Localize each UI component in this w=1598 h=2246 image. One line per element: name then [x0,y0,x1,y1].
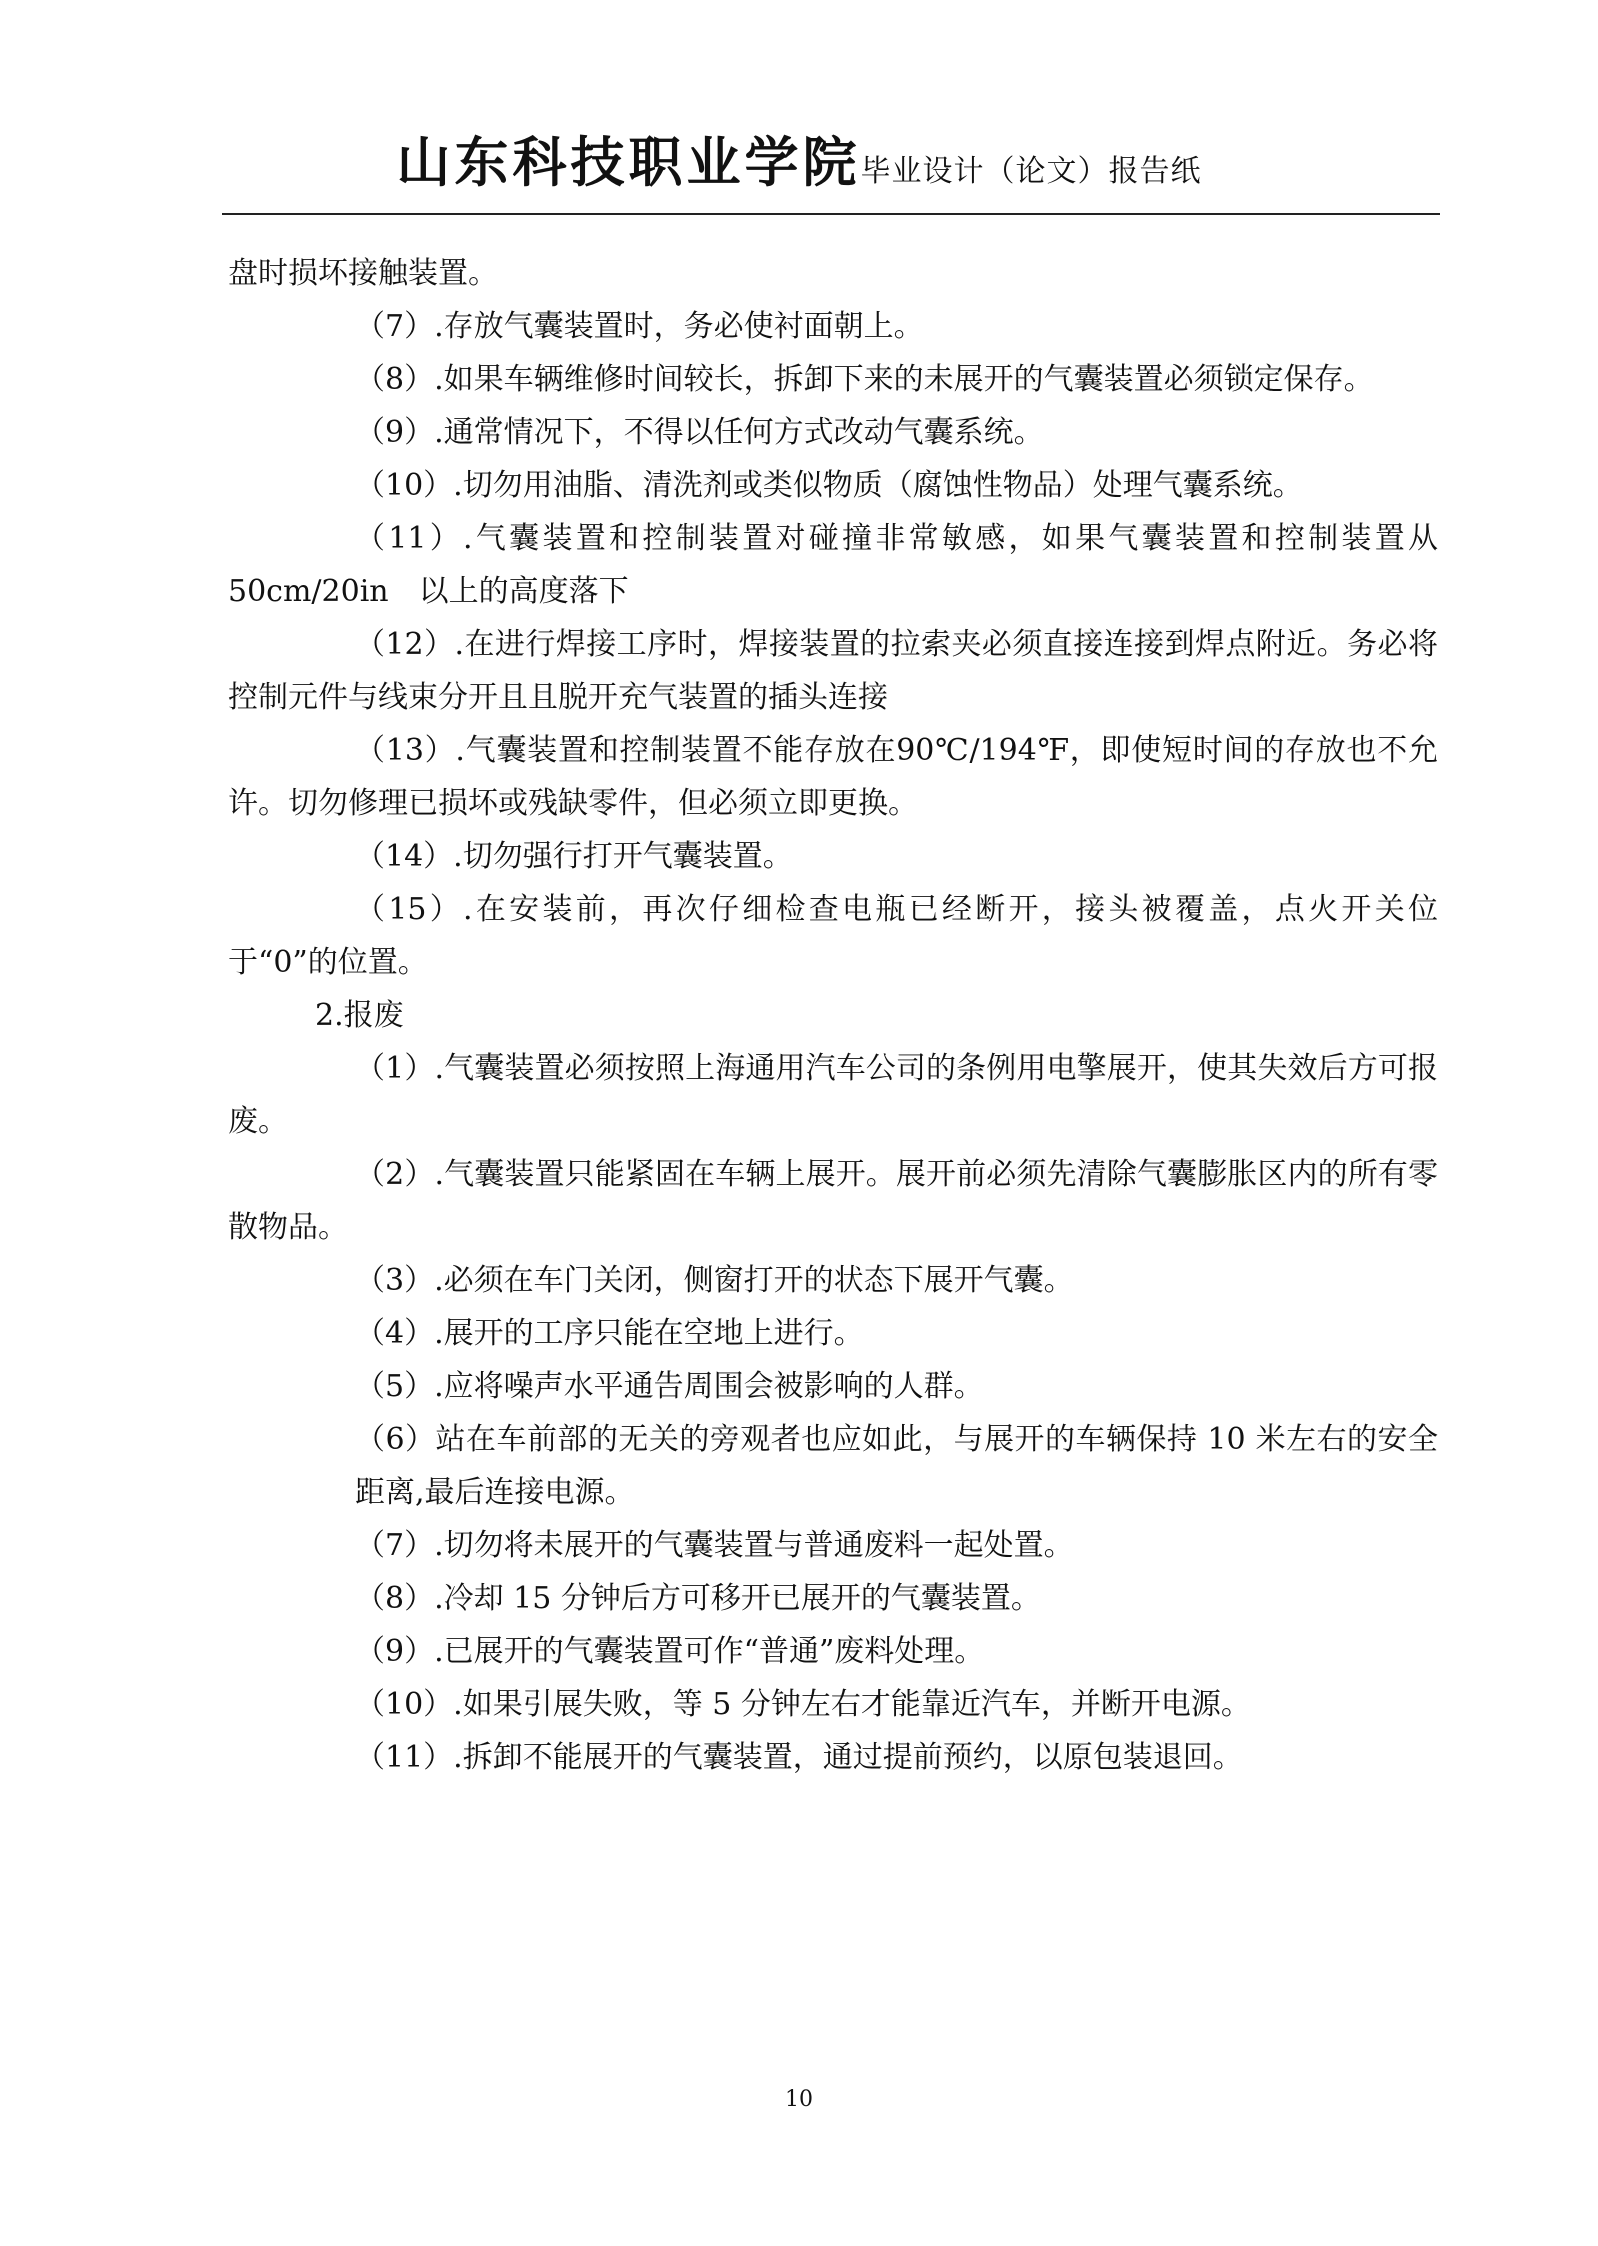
paragraph: （3）.必须在车门关闭，侧窗打开的状态下展开气囊。 [355,1263,1074,1298]
paragraph: （9）.已展开的气囊装置可作“普通”废料处理。 [355,1634,985,1669]
paragraph: （1）.气囊装置必须按照上海通用汽车公司的条例用电擎展开，使其失效后方可报废。 [228,1051,1438,1139]
paragraph: （6）站在车前部的无关的旁观者也应如此，与展开的车辆保持 10 米左右的安全距离,最后连接电源。 [355,1422,1438,1510]
paragraph: （11）.气囊装置和控制装置对碰撞非常敏感，如果气囊装置和控制装置从50cm/20in 以上的高度落下 [228,521,1438,609]
paragraph: （9）.通常情况下，不得以任何方式改动气囊系统。 [355,415,1044,450]
paragraph: （13）.气囊装置和控制装置不能存放在90℃/194℉，即使短时间的存放也不允许。切勿修理已损坏或残缺零件，但必须立即更换。 [228,733,1438,821]
paragraph: （5）.应将噪声水平通告周围会被影响的人群。 [355,1369,984,1404]
paragraph: （2）.气囊装置只能紧固在车辆上展开。展开前必须先清除气囊膨胀区内的所有零散物品。 [228,1157,1438,1245]
report-paper-title: 毕业设计（论文）报告纸 [860,154,1202,189]
document-body [228,247,1438,1784]
paragraph: （14）.切勿强行打开气囊装置。 [355,839,793,874]
page-header [0,120,1598,197]
school-name: 山东科技职业学院 [396,130,861,194]
paragraph: （7）.切勿将未展开的气囊装置与普通废料一起处置。 [355,1528,1074,1563]
paragraph: （8）.冷却 15 分钟后方可移开已展开的气囊装置。 [355,1581,1041,1616]
section-heading: 2.报废 [315,998,404,1033]
page-number: 10 [785,2087,813,2112]
paragraph: （15）.在安装前，再次仔细检查电瓶已经断开，接头被覆盖，点火开关位于“0”的位置。 [228,892,1438,980]
header-rule [222,213,1440,215]
paragraph: （4）.展开的工序只能在空地上进行。 [355,1316,864,1351]
paragraph: （12）.在进行焊接工序时，焊接装置的拉索夹必须直接连接到焊点附近。务必将控制元件与线束分开且且脱开充气装置的插头连接 [228,627,1438,715]
paragraph: （10）.切勿用油脂、清洗剂或类似物质（腐蚀性物品）处理气囊系统。 [355,468,1303,503]
paragraph: （11）.拆卸不能展开的气囊装置，通过提前预约，以原包装退回。 [355,1740,1243,1775]
paragraph: （8）.如果车辆维修时间较长，拆卸下来的未展开的气囊装置必须锁定保存。 [355,362,1374,397]
paragraph: （10）.如果引展失败，等 5 分钟左右才能靠近汽车，并断开电源。 [355,1687,1251,1722]
paragraph: 盘时损坏接触装置。 [228,256,498,291]
paragraph: （7）.存放气囊装置时，务必使衬面朝上。 [355,309,924,344]
